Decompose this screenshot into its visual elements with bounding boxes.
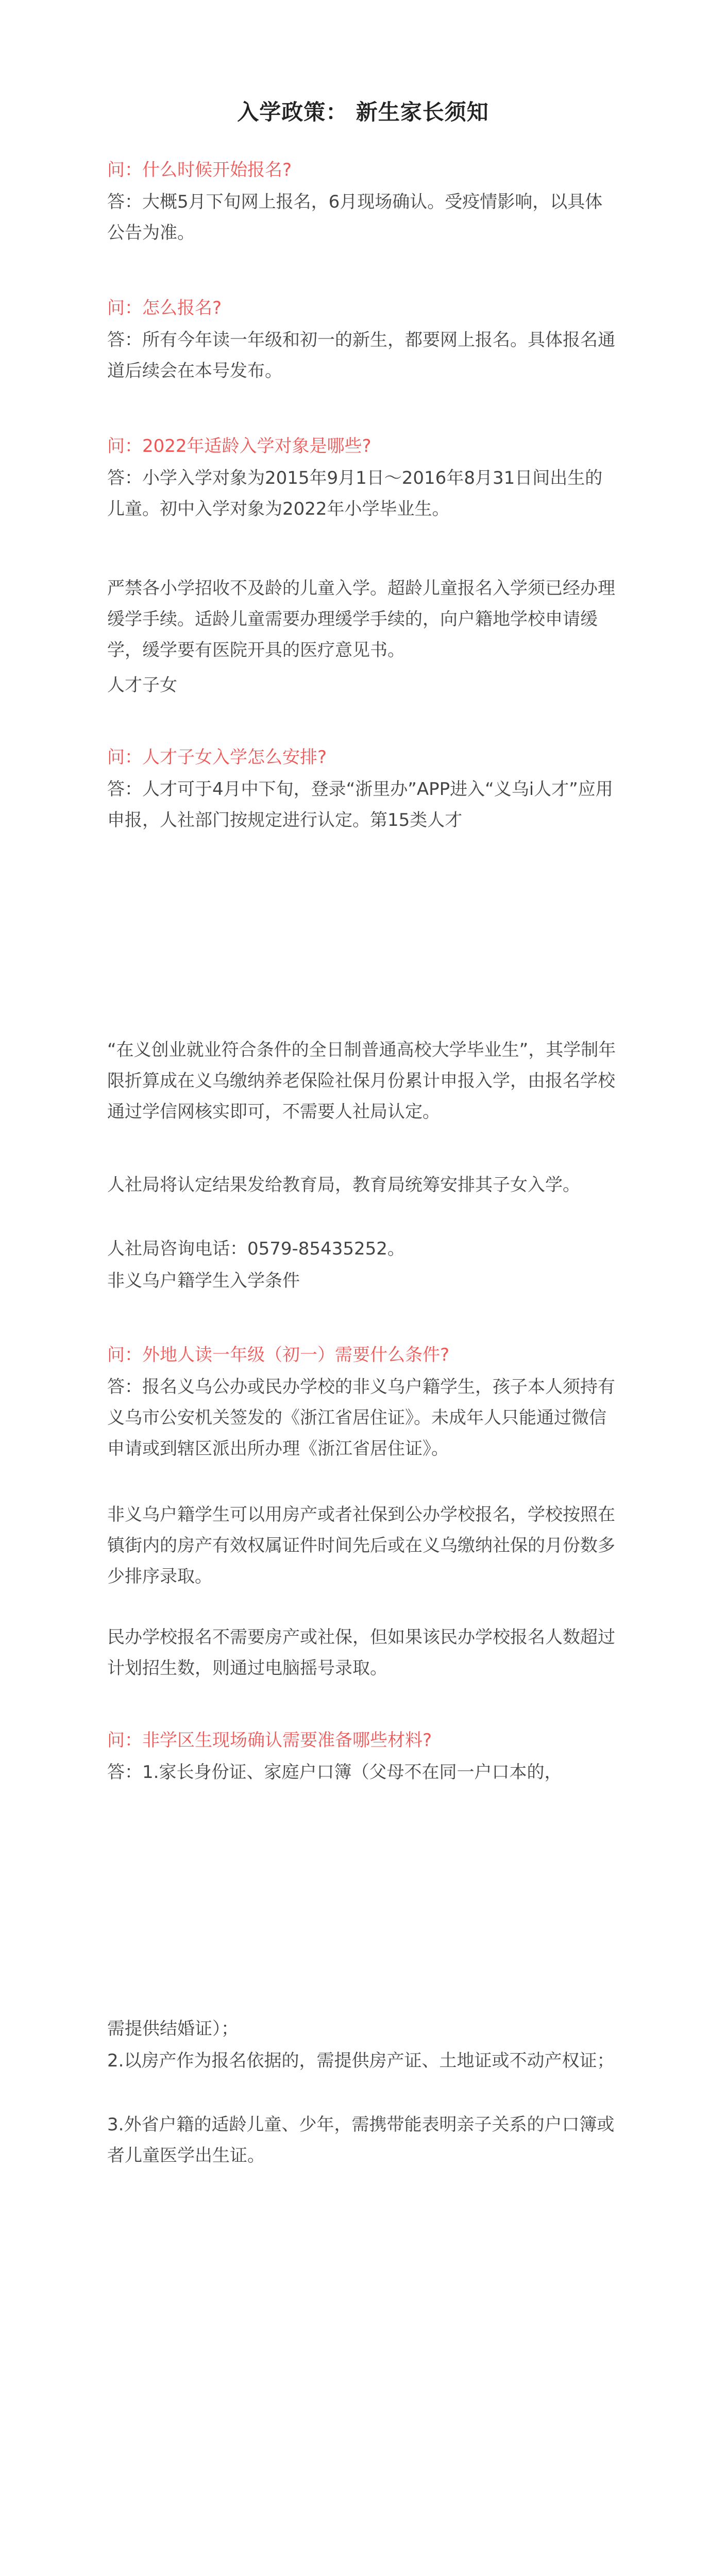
answer-materials-2: 2.以房产作为报名依据的，需提供房产证、土地证或不动产权证； [107, 2050, 615, 2071]
age-policy-note: 严禁各小学招收不及龄的儿童入学。超龄儿童报名入学须已经办理缓学手续。适龄儿童需要办理缓学手续的，向户籍地学校申请缓学，缓学要有医院开具的医疗意见书。 [107, 578, 615, 660]
answer-signup-time: 答：大概5月下旬网上报名，6月现场确认。受疫情影响，以具体公告为准。 [107, 192, 603, 243]
answer-nonlocal-property: 非义乌户籍学生可以用房产或者社保到公办学校报名，学校按照在镇街内的房产有效权属证件时间先后或在义乌缴纳社保的月份数多少排序录取。 [107, 1504, 615, 1587]
answer-materials-3: 3.外省户籍的适龄儿童、少年，需携带能表明亲子关系的户口簿或者儿童医学出生证。 [107, 2114, 615, 2166]
answer-materials-1: 答：1.家长身份证、家庭户口簿（父母不在同一户口本的， [107, 1762, 562, 1783]
question-materials: 问：非学区生现场确认需要准备哪些材料? [107, 1730, 432, 1751]
question-nonlocal-students: 问：外地人读一年级（初一）需要什么条件? [107, 1345, 450, 1365]
answer-eligible-age: 答：小学入学对象为2015年9月1日～2016年8月31日间出生的儿童。初中入学对象为2022年小学毕业生。 [107, 468, 603, 519]
talent-heading: 人才子女 [107, 675, 177, 696]
private-school-note: 民办学校报名不需要房产或社保，但如果该民办学校报名人数超过计划招生数，则通过电脑摇号录取。 [107, 1627, 615, 1679]
answer-nonlocal-residence: 答：报名义乌公办或民办学校的非义乌户籍学生，孩子本人须持有义乌市公安机关签发的《浙江省居住证》。未成年人只能通过微信申请或到辖区派出所办理《浙江省居住证》。 [107, 1377, 615, 1459]
question-eligible-age: 问：2022年适龄入学对象是哪些? [107, 436, 372, 456]
answer-talent-children: 答：人才可于4月中下旬，登录“浙里办”APP进入“义乌i人才”应用申报，人社部门按规定进行认定。第15类人才 [107, 779, 613, 831]
question-talent-children: 问：人才子女入学怎么安排? [107, 747, 327, 768]
question-signup-time: 问：什么时候开始报名? [107, 160, 292, 180]
hotline-text: 人社局咨询电话：0579-85435252。 [107, 1239, 405, 1259]
answer-how-to-signup: 答：所有今年读一年级和初一的新生，都要网上报名。具体报名通道后续会在本号发布。 [107, 330, 615, 381]
page-title: 入学政策： 新生家长须知 [237, 99, 489, 125]
bureau-note: 人社局将认定结果发给教育局，教育局统筹安排其子女入学。 [107, 1175, 580, 1195]
answer-materials-1-continued: 需提供结婚证）； [107, 2019, 239, 2039]
graduate-policy-note: “在义创业就业符合条件的全日制普通高校大学毕业生”，其学制年限折算成在义乌缴纳养老保险社保月份累计申报入学，由报名学校通过学信网核实即可，不需要人社局认定。 [107, 1040, 616, 1122]
nonlocal-heading: 非义乌户籍学生入学条件 [107, 1270, 300, 1291]
question-how-to-signup: 问：怎么报名? [107, 298, 222, 318]
